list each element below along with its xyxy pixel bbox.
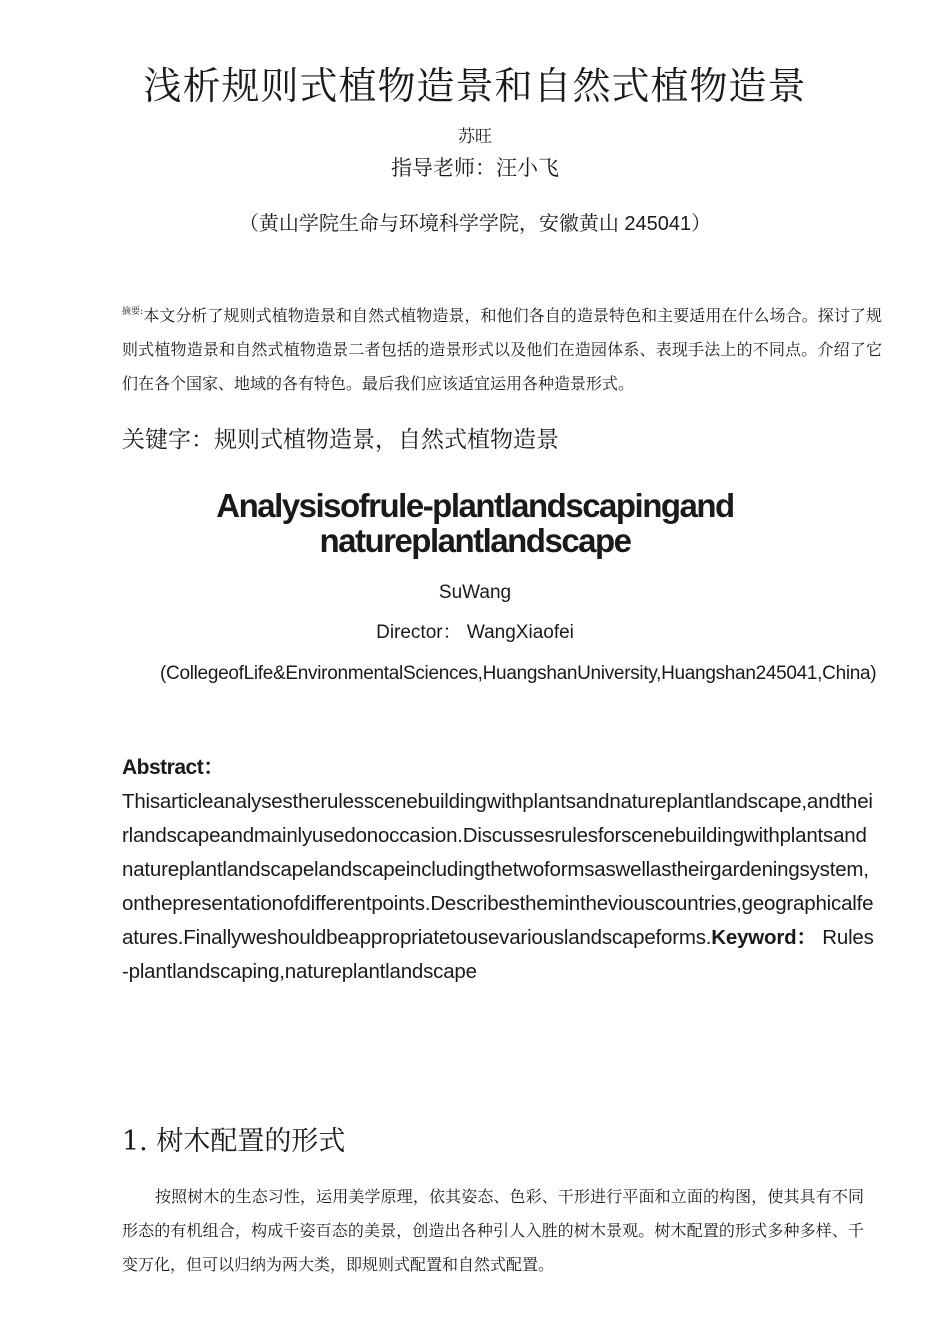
abstract-cn-text: 本文分析了规则式植物造景和自然式植物造景，和他们各自的造景特色和主要适用在什么场合。探讨了规则式植物造景和自然式植物造景二者包括的造景形式以及他们在造园体系、表现手法上的不同点。介绍了它们在各个国家、地域的各有特色。最后我们应该适宜运用各种造景形式。 [122,306,882,393]
abstract-en [122,785,874,989]
section-1-paragraph: 按照树木的生态习性，运用美学原理，依其姿态、色彩、干形进行平面和立面的构图，使其具有不同形态的有机组合，构成千姿百态的美景，创造出各种引人入胜的树木景观。树木配置的形式多种多样、千变万化，但可以归纳为两大类，即规则式配置和自然式配置。 [122,1187,864,1274]
abstract-en-label: Abstract： [122,756,224,779]
affiliation-en: (CollegeofLife&EnvironmentalSciences,HuangshanUniversity,Huangshan245041,China) [160,663,877,684]
advisor-name-cn: 指导老师：汪小飞 [391,157,559,180]
abstract-cn-label: 摘要: [122,307,144,317]
paper-title-en [150,488,800,558]
paper-title-en-line2: natureplantlandscape [319,522,631,559]
abstract-cn [122,295,882,401]
section-heading-1: 1. 树木配置的形式 [122,1126,346,1157]
paper-title-cn: 浅析规则式植物造景和自然式植物造景 [143,64,807,108]
author-name-cn: 苏旺 [458,127,492,147]
keywords-cn: 关键字：规则式植物造景，自然式植物造景 [122,427,559,453]
keyword-en-label: Keyword： [711,926,817,949]
director-name-en: Director： WangXiaofei [376,622,574,643]
paper-title-en-line1: Analysisofrule-plantlandscapingand [216,487,734,524]
keyword-en-text: Rules-plantlandscaping,natureplantlandscape [122,926,874,983]
affiliation-cn: （黄山学院生命与环境科学学院，安徽黄山 245041） [238,213,712,235]
abstract-en-text: Thisarticleanalysestherulesscenebuildingwithplantsandnatureplantlandscape,andtheirlandscapeandmainlyusedonoccasion.Discussesrulesforscenebuildingwithplantsandnatureplantlandscapelandscapeincludingthetwoformsaswellastheirgardeningsystem,onthepresentationofdifferentpoints.Describesthemintheviouscountries,geographicalfeatures.Finallyweshouldbeappropriatetousevariouslandscapeforms. [122,790,874,949]
author-name-en: SuWang [438,582,512,603]
